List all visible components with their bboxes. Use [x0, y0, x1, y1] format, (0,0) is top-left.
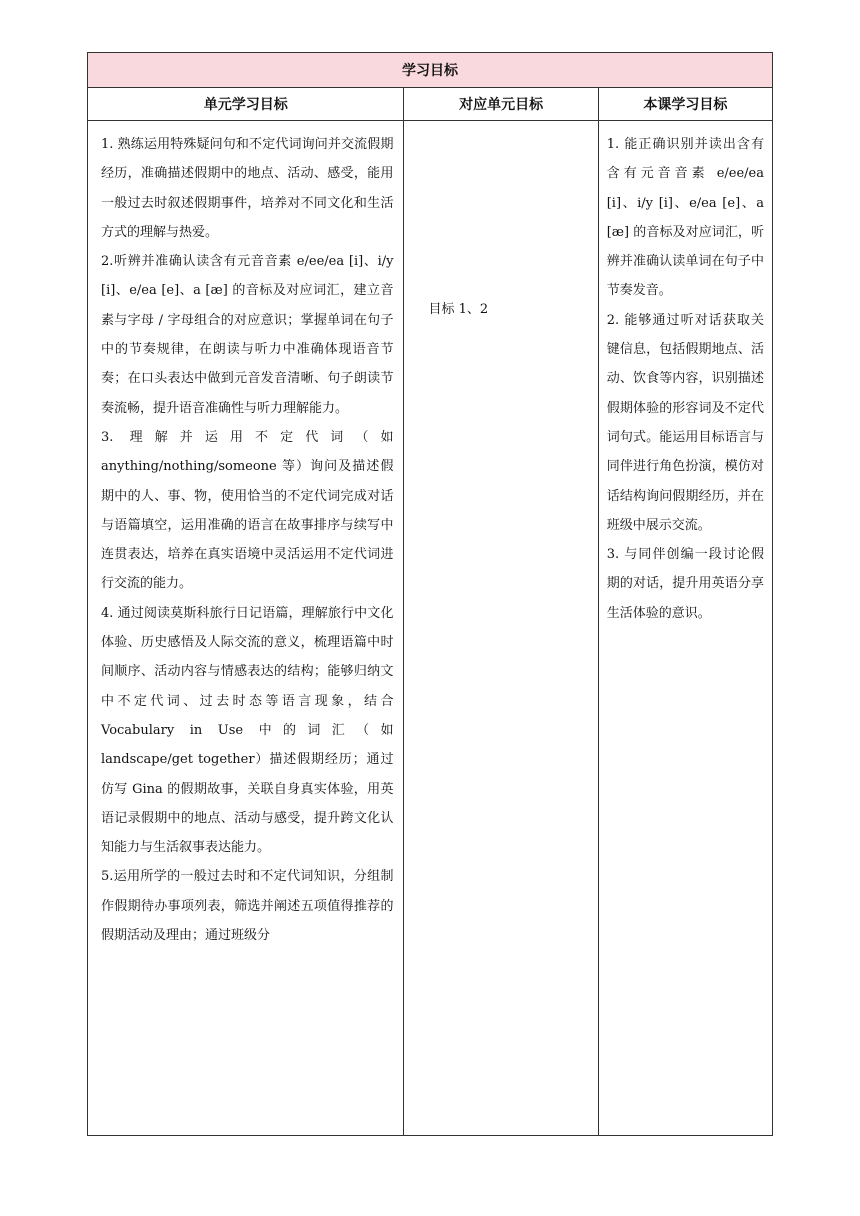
unit-goal-3: 3. 理解并运用不定代词（如anything/nothing/someone 等）询问及描述假期中的人、事、物，使用恰当的不定代词完成对话与语篇填空，运用准确的语言在故事排序与续写中连贯表达，培养在真实语境中灵活运用不定代词进行交流的能力。	[101, 429, 394, 592]
unit-goal-1: 1. 熟练运用特殊疑问句和不定代词询问并交流假期经历，准确描述假期中的地点、活动、感受，能用一般过去时叙述假期事件，培养对不同文化和生活方式的理解与热爱。	[101, 137, 394, 240]
table-title: 学习目标	[88, 53, 773, 88]
lesson-goal-3: 3. 与同伴创编一段讨论假期的对话，提升用英语分享生活体验的意识。	[606, 547, 764, 621]
unit-goal-4: 4. 通过阅读莫斯科旅行日记语篇，理解旅行中文化体验、历史感悟及人际交流的意义，梳理语篇中时间顺序、活动内容与情感表达的结构；能够归纳文中不定代词、过去时态等语言现象，结合 Vocabulary in Use 中的词汇（如 landscape/get together）描述假期经历；通过仿写 Gina 的假期故事，关联自身真实体验，用英语记录假期中的地点、活动与感受，提升跨文化认知能力与生活叙事表达能力。	[101, 605, 394, 856]
unit-goal-5: 5.运用所学的一般过去时和不定代词知识，分组制作假期待办事项列表，筛选并阐述五项值得推荐的假期活动及理由；通过班级分	[101, 869, 394, 944]
learning-goals-table	[87, 52, 773, 1136]
lesson-goals-cell	[598, 121, 772, 1136]
lesson-goal-1: 1. 能正确识别并读出含有含有元音音素 e/ee/ea [i]、i/y [i]、e/ea [e]、a [æ] 的音标及对应词汇，听辨并准确认读单词在句子中节奏发音。	[606, 137, 764, 299]
matched-goals-cell	[404, 121, 598, 1136]
unit-goal-2: 2.听辨并准确认读含有元音音素 e/ee/ea [i]、i/y [i]、e/ea [e]、a [æ] 的音标及对应词汇，建立音素与字母 / 字母组合的对应意识；掌握单词在句子中的节奏规律，在朗读与听力中准确体现语音节奏；在口头表达中做到元音发音清晰、句子朗读节奏流畅，提升语音准确性与听力理解能力。	[101, 254, 394, 416]
unit-goals-cell	[88, 121, 404, 1136]
header-unit-goals: 单元学习目标	[88, 88, 404, 121]
lesson-goal-2: 2. 能够通过听对话获取关键信息，包括假期地点、活动、饮食等内容，识别描述假期体验的形容词及不定代词句式。能运用目标语言与同伴进行角色扮演，模仿对话结构询问假期经历，并在班级中展示交流。	[606, 312, 764, 533]
header-lesson-goals: 本课学习目标	[598, 88, 772, 121]
matched-goal-text: 目标 1、2	[428, 302, 489, 317]
header-matched-goals: 对应单元目标	[404, 88, 598, 121]
